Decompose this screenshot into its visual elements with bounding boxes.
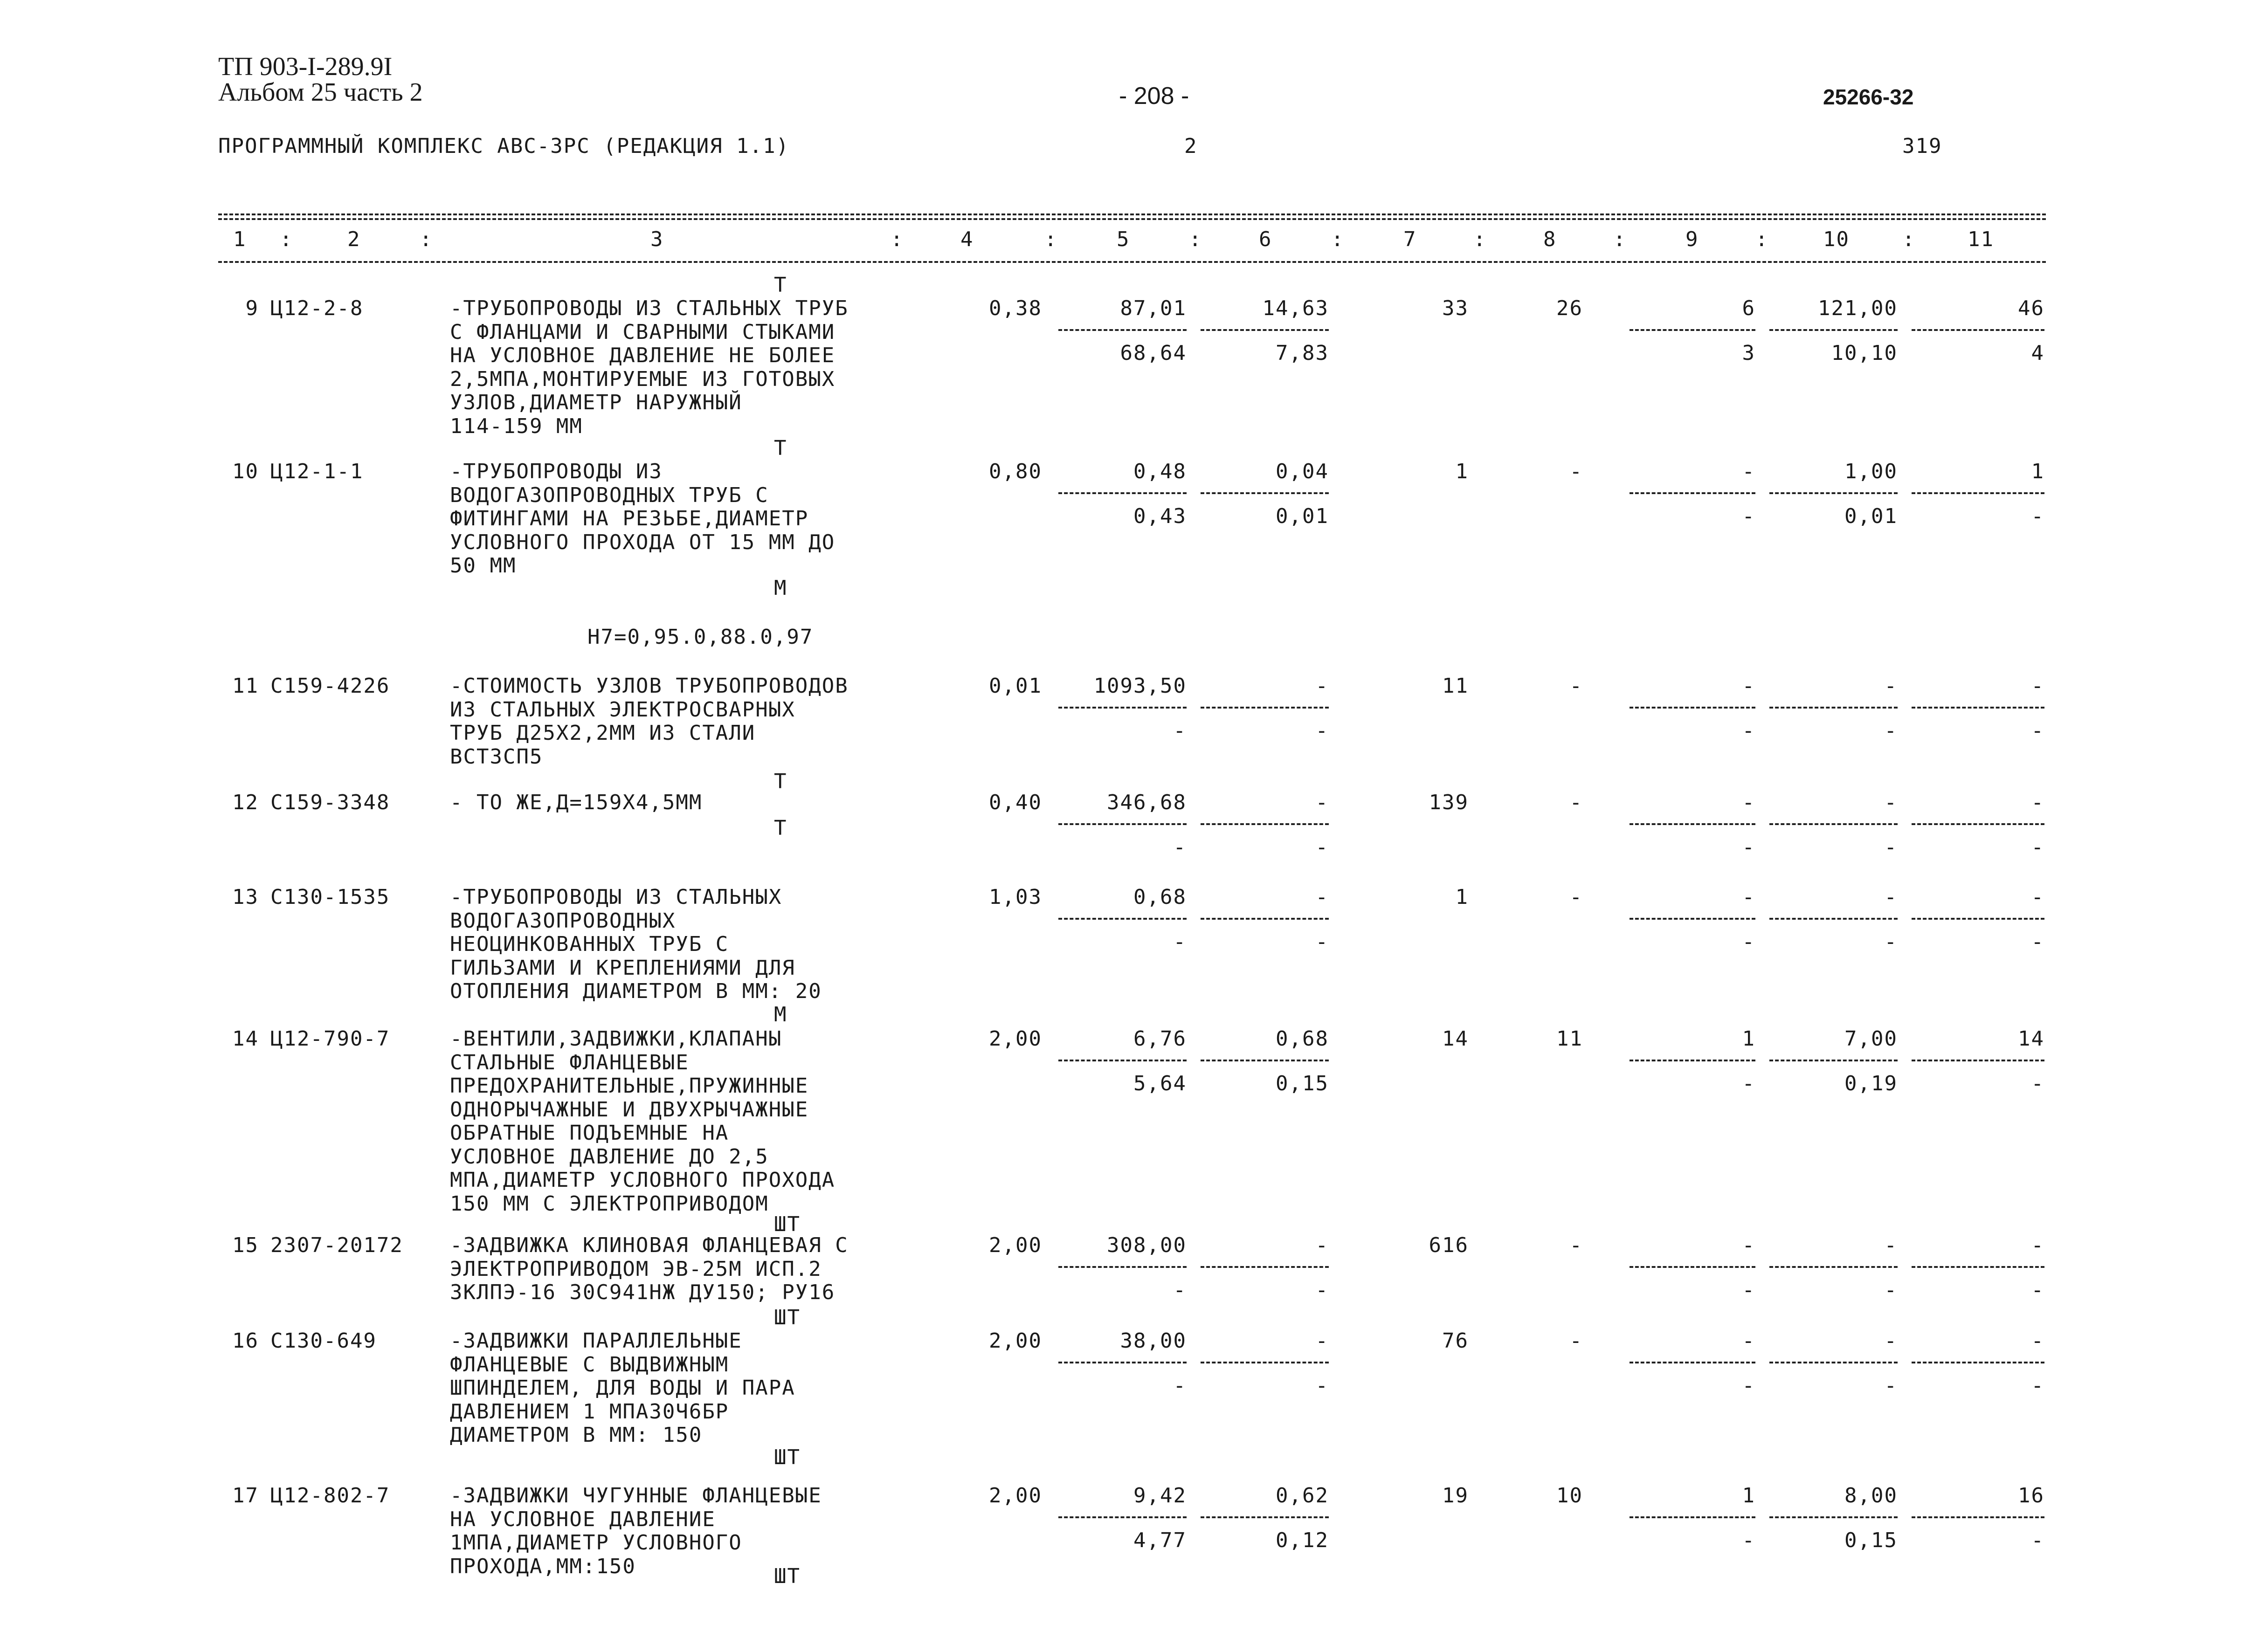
cell-divider (1769, 1060, 1898, 1061)
sheet-number: 319 (1902, 134, 1942, 158)
unit-label: ШТ (774, 1446, 801, 1469)
machines-wages-total: - (1742, 1528, 1755, 1552)
cell-divider (1058, 1362, 1187, 1363)
column-header-11: 11 (1968, 227, 1994, 251)
description-line: ФИТИНГАМИ НА РЕЗЬБЕ,ДИАМЕТР (450, 507, 809, 530)
labor-per-unit: - (1884, 885, 1898, 909)
program-title: ПРОГРАММНЫЙ КОМПЛЕКС АВС-3РС (РЕДАКЦИЯ 1.1) (218, 134, 790, 158)
cell-divider (1769, 1362, 1898, 1363)
description-line: НЕОЦИНКОВАННЫХ ТРУБ С (450, 932, 729, 956)
column-separator: : (1044, 227, 1058, 251)
column-separator: : (1755, 227, 1769, 251)
section-number: 2 (1184, 134, 1198, 158)
unit-cost-wages: 4,77 (1133, 1528, 1187, 1552)
machine-cost: - (1315, 674, 1329, 698)
description-line: УСЛОВНОГО ПРОХОДА ОТ 15 ММ ДО (450, 530, 836, 554)
column-header-5: 5 (1117, 227, 1130, 251)
machines-total: - (1742, 1329, 1755, 1353)
labor-machinists-total: - (2031, 1278, 2044, 1302)
cell-divider (1201, 329, 1329, 331)
column-separator: : (1331, 227, 1345, 251)
quantity: 0,80 (989, 460, 1042, 483)
description-line: НА УСЛОВНОЕ ДАВЛЕНИЕ НЕ БОЛЕЕ (450, 344, 836, 367)
cell-divider (1058, 1516, 1187, 1518)
description-line: -ТРУБОПРОВОДЫ ИЗ СТАЛЬНЫХ (450, 885, 782, 909)
unit-cost-total: 0,68 (1133, 885, 1187, 909)
wages-total: - (1569, 1329, 1583, 1353)
labor-machinists-per-unit: - (1884, 719, 1898, 743)
cell-divider (1630, 492, 1755, 494)
description-line: УЗЛОВ,ДИАМЕТР НАРУЖНЫЙ (450, 391, 742, 414)
machines-wages-total: 3 (1742, 341, 1755, 365)
unit-cost-wages: - (1173, 1278, 1187, 1302)
labor-machinists-per-unit: - (1884, 1374, 1898, 1397)
quantity: 1,03 (989, 885, 1042, 909)
cell-divider (1630, 707, 1755, 709)
rate-code: 2307-20172 (270, 1233, 403, 1257)
cell-divider (1201, 823, 1329, 825)
cell-divider (1912, 918, 2044, 920)
description-line: ВОДОГАЗОПРОВОДНЫХ (450, 909, 676, 933)
row-number: 15 (232, 1233, 259, 1257)
row-number: 16 (232, 1329, 259, 1353)
wages-total: - (1569, 460, 1583, 483)
unit-cost-wages: - (1173, 1374, 1187, 1397)
unit-cost-wages: - (1173, 719, 1187, 743)
description-line: ОТОПЛЕНИЯ ДИАМЕТРОМ В ММ: 20 (450, 979, 822, 1003)
rate-code: С130-649 (270, 1329, 377, 1353)
machines-total: 1 (1742, 1484, 1755, 1507)
description-line: 1МПА,ДИАМЕТР УСЛОВНОГО (450, 1531, 742, 1555)
quantity: 2,00 (989, 1329, 1042, 1353)
unit-label: ШТ (774, 1564, 801, 1588)
column-header-9: 9 (1685, 227, 1699, 251)
description-line: -ЗАДВИЖКИ ЧУГУННЫЕ ФЛАНЦЕВЫЕ (450, 1484, 822, 1507)
rate-code: С159-4226 (270, 674, 390, 698)
cell-divider (1058, 918, 1187, 920)
labor-total: 46 (2018, 296, 2044, 320)
description-line: ШПИНДЕЛЕМ, ДЛЯ ВОДЫ И ПАРА (450, 1376, 795, 1400)
unit-cost-total: 87,01 (1120, 296, 1187, 320)
machines-total: - (1742, 885, 1755, 909)
machines-total: 1 (1742, 1027, 1755, 1051)
cell-divider (1058, 707, 1187, 709)
unit-cost-wages: 0,43 (1133, 504, 1187, 528)
column-separator: : (1902, 227, 1916, 251)
quantity: 2,00 (989, 1233, 1042, 1257)
column-header-3: 3 (650, 227, 664, 251)
labor-machinists-per-unit: 10,10 (1831, 341, 1898, 365)
cell-divider (1769, 1516, 1898, 1518)
machine-cost-wages: - (1315, 930, 1329, 954)
machine-cost: - (1315, 1233, 1329, 1257)
description-line: ФЛАНЦЕВЫЕ С ВЫДВИЖНЫМ (450, 1352, 729, 1377)
rate-code: Ц12-1-1 (270, 460, 364, 483)
machine-cost: - (1315, 1329, 1329, 1353)
labor-per-unit: - (1884, 1329, 1898, 1353)
coefficient-line: Н7=0,95.0,88.0,97 (587, 625, 814, 649)
cell-divider (1912, 329, 2044, 331)
row-number: 17 (232, 1484, 259, 1507)
machines-wages-total: - (1742, 835, 1755, 859)
cell-divider (1769, 1266, 1898, 1268)
labor-total: 1 (2031, 460, 2044, 483)
unit-cost-wages: 5,64 (1133, 1072, 1187, 1095)
machines-wages-total: - (1742, 719, 1755, 743)
description-line: ПРЕДОХРАНИТЕЛЬНЫЕ,ПРУЖИННЫЕ (450, 1074, 809, 1098)
machine-cost-wages: 0,01 (1276, 504, 1329, 528)
machines-total: - (1742, 791, 1755, 814)
labor-machinists-total: - (2031, 1374, 2044, 1397)
cell-divider (1912, 1516, 2044, 1518)
labor-machinists-total: - (2031, 930, 2044, 954)
labor-total: 14 (2018, 1027, 2044, 1051)
labor-total: - (2031, 885, 2044, 909)
cell-divider (1630, 329, 1755, 331)
wages-total: - (1569, 674, 1583, 698)
description-line: - ТО ЖЕ,Д=159Х4,5ММ (450, 791, 703, 814)
description-line: ВСТ3СП5 (450, 744, 543, 769)
labor-per-unit: 1,00 (1844, 460, 1898, 483)
album-label: Альбом 25 часть 2 (218, 78, 423, 107)
column-separator: : (1613, 227, 1627, 251)
description-line: ОБРАТНЫЕ ПОДЪЕМНЫЕ НА (450, 1121, 729, 1145)
labor-machinists-total: - (2031, 835, 2044, 859)
description-line: -СТОИМОСТЬ УЗЛОВ ТРУБОПРОВОДОВ (450, 674, 849, 698)
machines-wages-total: - (1742, 504, 1755, 528)
labor-per-unit: 8,00 (1844, 1484, 1898, 1507)
total-cost: 11 (1442, 674, 1469, 698)
total-cost: 616 (1429, 1233, 1469, 1257)
labor-machinists-per-unit: - (1884, 835, 1898, 859)
cell-divider (1201, 1266, 1329, 1268)
machines-total: - (1742, 674, 1755, 698)
machine-cost-wages: - (1315, 1374, 1329, 1397)
machine-cost-wages: - (1315, 835, 1329, 859)
labor-total: - (2031, 791, 2044, 814)
wages-total: - (1569, 791, 1583, 814)
cell-divider (1058, 492, 1187, 494)
cell-divider (1630, 1362, 1755, 1363)
cell-divider (1769, 918, 1898, 920)
unit-label: М (774, 1003, 787, 1026)
quantity: 0,40 (989, 791, 1042, 814)
unit-cost-wages: 68,64 (1120, 341, 1187, 365)
labor-machinists-per-unit: - (1884, 1278, 1898, 1302)
wages-total: - (1569, 1233, 1583, 1257)
machines-total: 6 (1742, 296, 1755, 320)
rate-code: С159-3348 (270, 791, 390, 814)
unit-label: Т (774, 770, 787, 793)
cell-divider (1201, 1362, 1329, 1363)
column-separator: : (1473, 227, 1487, 251)
labor-machinists-total: - (2031, 504, 2044, 528)
machines-wages-total: - (1742, 930, 1755, 954)
labor-total: - (2031, 1233, 2044, 1257)
description-line: ДИАМЕТРОМ В ММ: 150 (450, 1423, 703, 1447)
labor-machinists-per-unit: 0,15 (1844, 1528, 1898, 1552)
description-line: ВОДОГАЗОПРОВОДНЫХ ТРУБ С (450, 483, 769, 507)
description-line: ЭЛЕКТРОПРИВОДОМ ЭВ-25М ИСП.2 (450, 1257, 822, 1281)
rate-code: Ц12-802-7 (270, 1484, 390, 1507)
total-cost: 33 (1442, 296, 1469, 320)
machines-wages-total: - (1742, 1278, 1755, 1302)
description-line: 50 ММ (450, 554, 517, 578)
column-header-8: 8 (1543, 227, 1557, 251)
machine-cost: - (1315, 885, 1329, 909)
wages-total: 26 (1556, 296, 1583, 320)
description-line: МПА,ДИАМЕТР УСЛОВНОГО ПРОХОДА (450, 1168, 836, 1192)
machine-cost-wages: 0,12 (1276, 1528, 1329, 1552)
unit-label: М (774, 576, 787, 600)
labor-per-unit: - (1884, 674, 1898, 698)
cell-divider (1201, 1516, 1329, 1518)
total-cost: 19 (1442, 1484, 1469, 1507)
labor-machinists-per-unit: - (1884, 930, 1898, 954)
cell-divider (1058, 1060, 1187, 1061)
rate-code: Ц12-790-7 (270, 1027, 390, 1051)
cell-divider (1201, 918, 1329, 920)
machine-cost: 0,68 (1276, 1027, 1329, 1051)
cell-divider (1912, 823, 2044, 825)
unit-label: Т (774, 273, 787, 297)
description-line: 2,5МПА,МОНТИРУЕМЫЕ ИЗ ГОТОВЫХ (450, 367, 836, 391)
description-line: 114-159 ММ (450, 414, 583, 438)
project-code: ТП 903-I-289.9I (218, 52, 393, 81)
machines-wages-total: - (1742, 1374, 1755, 1397)
machine-cost-wages: - (1315, 719, 1329, 743)
cell-divider (1630, 1060, 1755, 1061)
unit-label: ШТ (774, 1306, 801, 1329)
machine-cost-wages: 0,15 (1276, 1072, 1329, 1095)
machine-cost: - (1315, 791, 1329, 814)
total-cost: 14 (1442, 1027, 1469, 1051)
cell-divider (1912, 1060, 2044, 1061)
machines-wages-total: - (1742, 1072, 1755, 1095)
labor-machinists-total: - (2031, 719, 2044, 743)
cell-divider (1201, 1060, 1329, 1061)
description-line: ИЗ СТАЛЬНЫХ ЭЛЕКТРОСВАРНЫХ (450, 697, 795, 722)
description-line: ГИЛЬЗАМИ И КРЕПЛЕНИЯМИ ДЛЯ (450, 956, 795, 980)
header-rule-bottom (218, 261, 2046, 263)
unit-cost-wages: - (1173, 835, 1187, 859)
quantity: 0,38 (989, 296, 1042, 320)
row-number: 14 (232, 1027, 259, 1051)
labor-machinists-total: - (2031, 1072, 2044, 1095)
cell-divider (1058, 823, 1187, 825)
column-header-2: 2 (347, 227, 361, 251)
cell-divider (1058, 329, 1187, 331)
machines-total: - (1742, 460, 1755, 483)
quantity: 2,00 (989, 1027, 1042, 1051)
unit-cost-total: 308,00 (1107, 1233, 1187, 1257)
cell-divider (1630, 1516, 1755, 1518)
cell-divider (1769, 707, 1898, 709)
machine-cost-wages: - (1315, 1278, 1329, 1302)
column-header-1: 1 (233, 227, 247, 251)
rate-code: С130-1535 (270, 885, 390, 909)
cell-divider (1912, 707, 2044, 709)
labor-machinists-total: - (2031, 1528, 2044, 1552)
document-number: 25266-32 (1823, 85, 1914, 109)
header-rule-top-2 (218, 218, 2046, 220)
column-separator: : (420, 227, 433, 251)
unit-cost-total: 1093,50 (1093, 674, 1187, 698)
labor-machinists-total: 4 (2031, 341, 2044, 365)
total-cost: 1 (1455, 460, 1469, 483)
unit-label: Т (774, 816, 787, 840)
description-line: -ТРУБОПРОВОДЫ ИЗ (450, 460, 663, 483)
cell-divider (1769, 329, 1898, 331)
labor-per-unit: - (1884, 791, 1898, 814)
description-line: -ЗАДВИЖКИ ПАРАЛЛЕЛЬНЫЕ (450, 1329, 742, 1353)
labor-total: 16 (2018, 1484, 2044, 1507)
description-line: ПРОХОДА,ММ:150 (450, 1554, 636, 1578)
description-line: СТАЛЬНЫЕ ФЛАНЦЕВЫЕ (450, 1050, 689, 1074)
rate-code: Ц12-2-8 (270, 296, 364, 320)
column-separator: : (891, 227, 904, 251)
row-number: 13 (232, 885, 259, 909)
description-line: ТРУБ Д25Х2,2ММ ИЗ СТАЛИ (450, 721, 756, 745)
labor-total: - (2031, 1329, 2044, 1353)
labor-total: - (2031, 674, 2044, 698)
description-line: ОДНОРЫЧАЖНЫЕ И ДВУХРЫЧАЖНЫЕ (450, 1097, 809, 1122)
wages-total: 11 (1556, 1027, 1583, 1051)
labor-per-unit: - (1884, 1233, 1898, 1257)
row-number: 9 (245, 296, 259, 320)
cell-divider (1201, 707, 1329, 709)
total-cost: 76 (1442, 1329, 1469, 1353)
labor-per-unit: 121,00 (1818, 296, 1898, 320)
unit-label: Т (774, 436, 787, 460)
description-line: -ВЕНТИЛИ,ЗАДВИЖКИ,КЛАПАНЫ (450, 1027, 782, 1051)
row-number: 12 (232, 791, 259, 814)
machine-cost: 0,62 (1276, 1484, 1329, 1507)
cell-divider (1769, 492, 1898, 494)
cell-divider (1201, 492, 1329, 494)
total-cost: 1 (1455, 885, 1469, 909)
machines-total: - (1742, 1233, 1755, 1257)
unit-cost-wages: - (1173, 930, 1187, 954)
unit-cost-total: 0,48 (1133, 460, 1187, 483)
machine-cost: 14,63 (1262, 296, 1329, 320)
machine-cost: 0,04 (1276, 460, 1329, 483)
description-line: УСЛОВНОЕ ДАВЛЕНИЕ ДО 2,5 (450, 1144, 769, 1169)
description-line: ЗКЛПЭ-16 30С941НЖ ДУ150; РУ16 (450, 1280, 836, 1304)
labor-machinists-per-unit: 0,01 (1844, 504, 1898, 528)
column-separator: : (280, 227, 293, 251)
description-line: -ЗАДВИЖКА КЛИНОВАЯ ФЛАНЦЕВАЯ С (450, 1233, 849, 1257)
column-header-4: 4 (960, 227, 974, 251)
labor-machinists-per-unit: 0,19 (1844, 1072, 1898, 1095)
description-line: ДАВЛЕНИЕМ 1 МПА30Ч6БР (450, 1399, 729, 1424)
wages-total: - (1569, 885, 1583, 909)
row-number: 10 (232, 460, 259, 483)
quantity: 0,01 (989, 674, 1042, 698)
cell-divider (1058, 1266, 1187, 1268)
quantity: 2,00 (989, 1484, 1042, 1507)
labor-per-unit: 7,00 (1844, 1027, 1898, 1051)
cell-divider (1912, 1266, 2044, 1268)
cell-divider (1769, 823, 1898, 825)
column-header-10: 10 (1823, 227, 1850, 251)
machine-cost-wages: 7,83 (1276, 341, 1329, 365)
column-separator: : (1189, 227, 1202, 251)
cell-divider (1912, 1362, 2044, 1363)
cell-divider (1630, 1266, 1755, 1268)
wages-total: 10 (1556, 1484, 1583, 1507)
description-line: НА УСЛОВНОЕ ДАВЛЕНИЕ (450, 1507, 716, 1531)
description-line: С ФЛАНЦАМИ И СВАРНЫМИ СТЫКАМИ (450, 320, 836, 344)
row-number: 11 (232, 674, 259, 698)
total-cost: 139 (1429, 791, 1469, 814)
cell-divider (1630, 918, 1755, 920)
description-line: 150 ММ С ЭЛЕКТРОПРИВОДОМ (450, 1191, 769, 1216)
description-line: -ТРУБОПРОВОДЫ ИЗ СТАЛЬНЫХ ТРУБ (450, 296, 849, 320)
unit-cost-total: 346,68 (1107, 791, 1187, 814)
cell-divider (1630, 823, 1755, 825)
column-header-6: 6 (1259, 227, 1272, 251)
unit-label: ШТ (774, 1212, 801, 1236)
unit-cost-total: 9,42 (1133, 1484, 1187, 1507)
header-rule-top (218, 213, 2046, 215)
unit-cost-total: 38,00 (1120, 1329, 1187, 1353)
cell-divider (1912, 492, 2044, 494)
column-header-7: 7 (1403, 227, 1417, 251)
unit-cost-total: 6,76 (1133, 1027, 1187, 1051)
page-number: - 208 - (1119, 83, 1189, 110)
